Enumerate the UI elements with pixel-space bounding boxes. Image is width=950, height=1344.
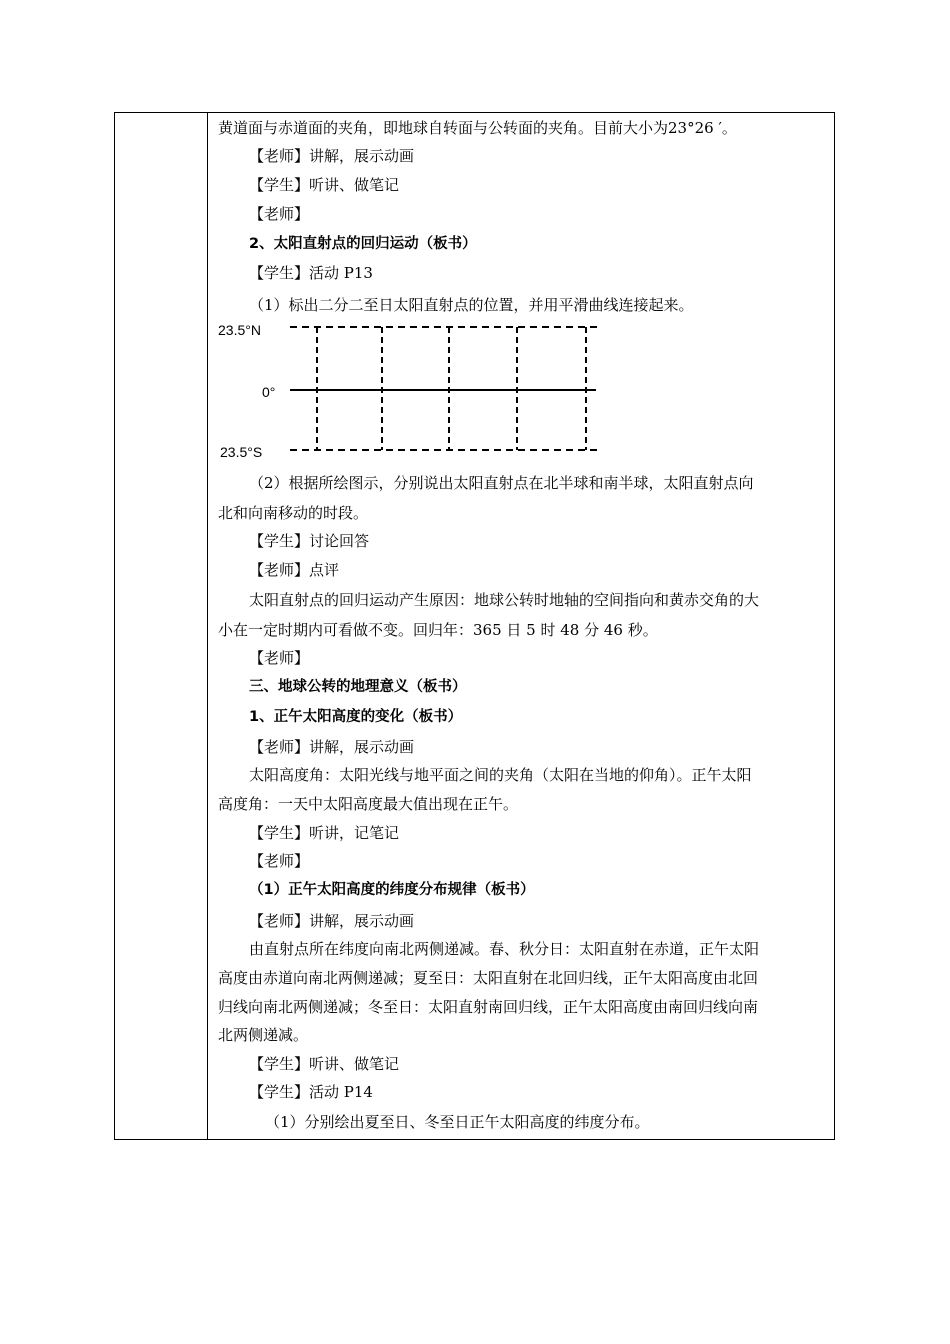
text-line: 【老师】 bbox=[249, 649, 310, 667]
text-line: 【老师】讲解，展示动画 bbox=[249, 912, 415, 930]
text-line: 【学生】听讲、做笔记 bbox=[249, 1055, 400, 1073]
subsolar-point-diagram bbox=[210, 316, 610, 466]
text-line: 【学生】听讲、做笔记 bbox=[249, 176, 400, 194]
text-line: 北和向南移动的时段。 bbox=[218, 504, 369, 522]
text-line: 小在一定时期内可看做不变。回归年：365 日 5 时 48 分 46 秒。 bbox=[218, 621, 658, 639]
text-line: （2）根据所绘图示，分别说出太阳直射点在北半球和南半球，太阳直射点向 bbox=[249, 474, 754, 492]
text-line: 【学生】讨论回答 bbox=[249, 532, 370, 550]
text-line: 北两侧递减。 bbox=[218, 1026, 309, 1044]
text-line: 【老师】讲解，展示动画 bbox=[249, 738, 415, 756]
text-line: 太阳高度角：太阳光线与地平面之间的夹角（太阳在当地的仰角）。正午太阳 bbox=[249, 766, 752, 784]
text-line: （1）标出二分二至日太阳直射点的位置，并用平滑曲线连接起来。 bbox=[249, 296, 694, 314]
text-line: 【学生】活动 P13 bbox=[249, 264, 373, 282]
text-line: 【学生】听讲，记笔记 bbox=[249, 824, 400, 842]
text-line: 【学生】活动 P14 bbox=[249, 1083, 373, 1101]
label-equator: 0° bbox=[262, 384, 276, 400]
text-line: 黄道面与赤道面的夹角，即地球自转面与公转面的夹角。目前大小为23°26 ′。 bbox=[218, 119, 737, 137]
text-line: 归线向南北两侧递减；冬至日：太阳直射南回归线，正午太阳高度由南回归线向南 bbox=[218, 998, 759, 1016]
label-south: 23.5°S bbox=[220, 444, 263, 460]
text-line: （1）分别绘出夏至日、冬至日正午太阳高度的纬度分布。 bbox=[265, 1113, 650, 1131]
text-line: 由直射点所在纬度向南北两侧递减。春、秋分日：太阳直射在赤道，正午太阳 bbox=[249, 940, 760, 958]
text-line: 太阳直射点的回归运动产生原因：地球公转时地轴的空间指向和黄赤交角的大 bbox=[249, 591, 760, 609]
text-line: 【老师】 bbox=[249, 852, 310, 870]
section-heading: 2、太阳直射点的回归运动（板书） bbox=[249, 236, 477, 252]
label-north: 23.5°N bbox=[218, 322, 261, 338]
section-heading: 1、正午太阳高度的变化（板书） bbox=[249, 709, 463, 725]
text-line: 高度角：一天中太阳高度最大值出现在正午。 bbox=[218, 795, 519, 813]
section-heading: 三、地球公转的地理意义（板书） bbox=[249, 679, 467, 695]
section-heading: （1）正午太阳高度的纬度分布规律（板书） bbox=[249, 882, 535, 898]
text-line: 【老师】 bbox=[249, 205, 310, 223]
text-line: 【老师】点评 bbox=[249, 561, 340, 579]
text-line: 高度由赤道向南北两侧递减；夏至日：太阳直射在北回归线，正午太阳高度由北回 bbox=[218, 969, 759, 987]
text-line: 【老师】讲解，展示动画 bbox=[249, 147, 415, 165]
